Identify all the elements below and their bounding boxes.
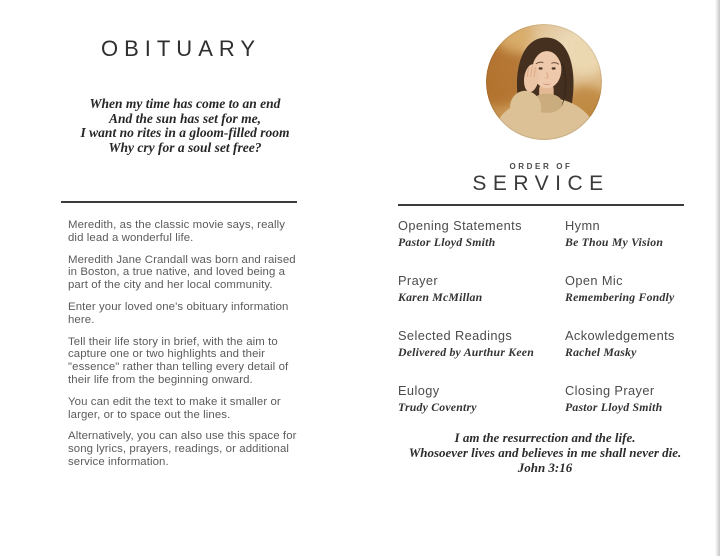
service-item-title: Prayer bbox=[398, 273, 439, 288]
service-item-detail: Be Thou My Vision bbox=[565, 235, 664, 249]
poem-line: When my time has come to an end bbox=[89, 96, 281, 111]
quote-line: John 3:16 bbox=[517, 460, 573, 475]
service-item-detail: Delivered by Aurthur Keen bbox=[398, 345, 534, 359]
service-items-grid bbox=[398, 218, 692, 415]
obituary-paragraph: You can edit the text to make it smaller or larger, or to space out the lines. bbox=[68, 395, 281, 421]
service-item-title: Open Mic bbox=[565, 273, 623, 288]
service-item-title: Eulogy bbox=[398, 383, 440, 398]
service-item-detail: Trudy Coventry bbox=[398, 400, 477, 414]
left-divider-rule bbox=[61, 201, 297, 203]
service-item-detail: Pastor Lloyd Smith bbox=[565, 400, 663, 414]
portrait-photo bbox=[486, 24, 602, 140]
service-item-title: Selected Readings bbox=[398, 328, 513, 343]
memorial-poem bbox=[30, 97, 340, 155]
service-heading: SERVICE bbox=[472, 172, 610, 195]
obituary-title: OBITUARY bbox=[100, 36, 262, 61]
service-item-title: Closing Prayer bbox=[565, 383, 655, 398]
poem-line: And the sun has set for me, bbox=[109, 110, 261, 126]
page-edge-shadow bbox=[715, 0, 720, 556]
service-item-title: Hymn bbox=[565, 218, 601, 233]
service-item bbox=[565, 383, 692, 415]
quote-line: I am the resurrection and the life. bbox=[454, 430, 636, 445]
service-item-detail: Karen McMillan bbox=[398, 290, 483, 304]
service-item bbox=[398, 218, 565, 250]
service-item bbox=[398, 273, 565, 305]
obituary-body bbox=[68, 219, 302, 478]
order-of-service-page bbox=[360, 0, 720, 556]
obituary-paragraph: Enter your loved one's obituary information here. bbox=[68, 300, 289, 326]
poem-line: Why cry for a soul set free? bbox=[108, 139, 262, 155]
obituary-paragraph: Meredith Jane Crandall was born and raised in Boston, a true native, and loved being a part of the city and her local community. bbox=[68, 253, 296, 292]
service-item-title: Ackowledgements bbox=[565, 328, 675, 343]
portrait-illustration bbox=[486, 24, 602, 140]
service-item-detail: Rachel Masky bbox=[565, 345, 637, 359]
obituary-paragraph: Alternatively, you can also use this space for song lyrics, prayers, readings, or additional service information. bbox=[68, 430, 297, 468]
obituary-paragraph: Tell their life story in brief, with the aim to capture one or two highlights and their "essence" rather than telling every detail of their life from the beginning onward. bbox=[68, 335, 289, 386]
right-divider-rule bbox=[398, 204, 684, 206]
service-item bbox=[565, 328, 692, 360]
service-item-detail: Remembering Fondly bbox=[565, 290, 675, 304]
service-item-title: Opening Statements bbox=[398, 218, 522, 233]
service-item bbox=[565, 218, 692, 250]
poem-line: I want no rites in a gloom-filled room bbox=[80, 125, 290, 140]
order-of-eyebrow: ORDER OF bbox=[509, 162, 573, 171]
service-item bbox=[565, 273, 692, 305]
service-item-detail: Pastor Lloyd Smith bbox=[398, 235, 496, 249]
obituary-paragraph: Meredith, as the classic movie says, really did lead a wonderful life. bbox=[68, 219, 286, 244]
quote-line: Whosoever lives and believes in me shall never die. bbox=[408, 445, 682, 460]
service-item bbox=[398, 383, 565, 415]
service-item bbox=[398, 328, 565, 360]
scripture-quote bbox=[370, 430, 720, 475]
